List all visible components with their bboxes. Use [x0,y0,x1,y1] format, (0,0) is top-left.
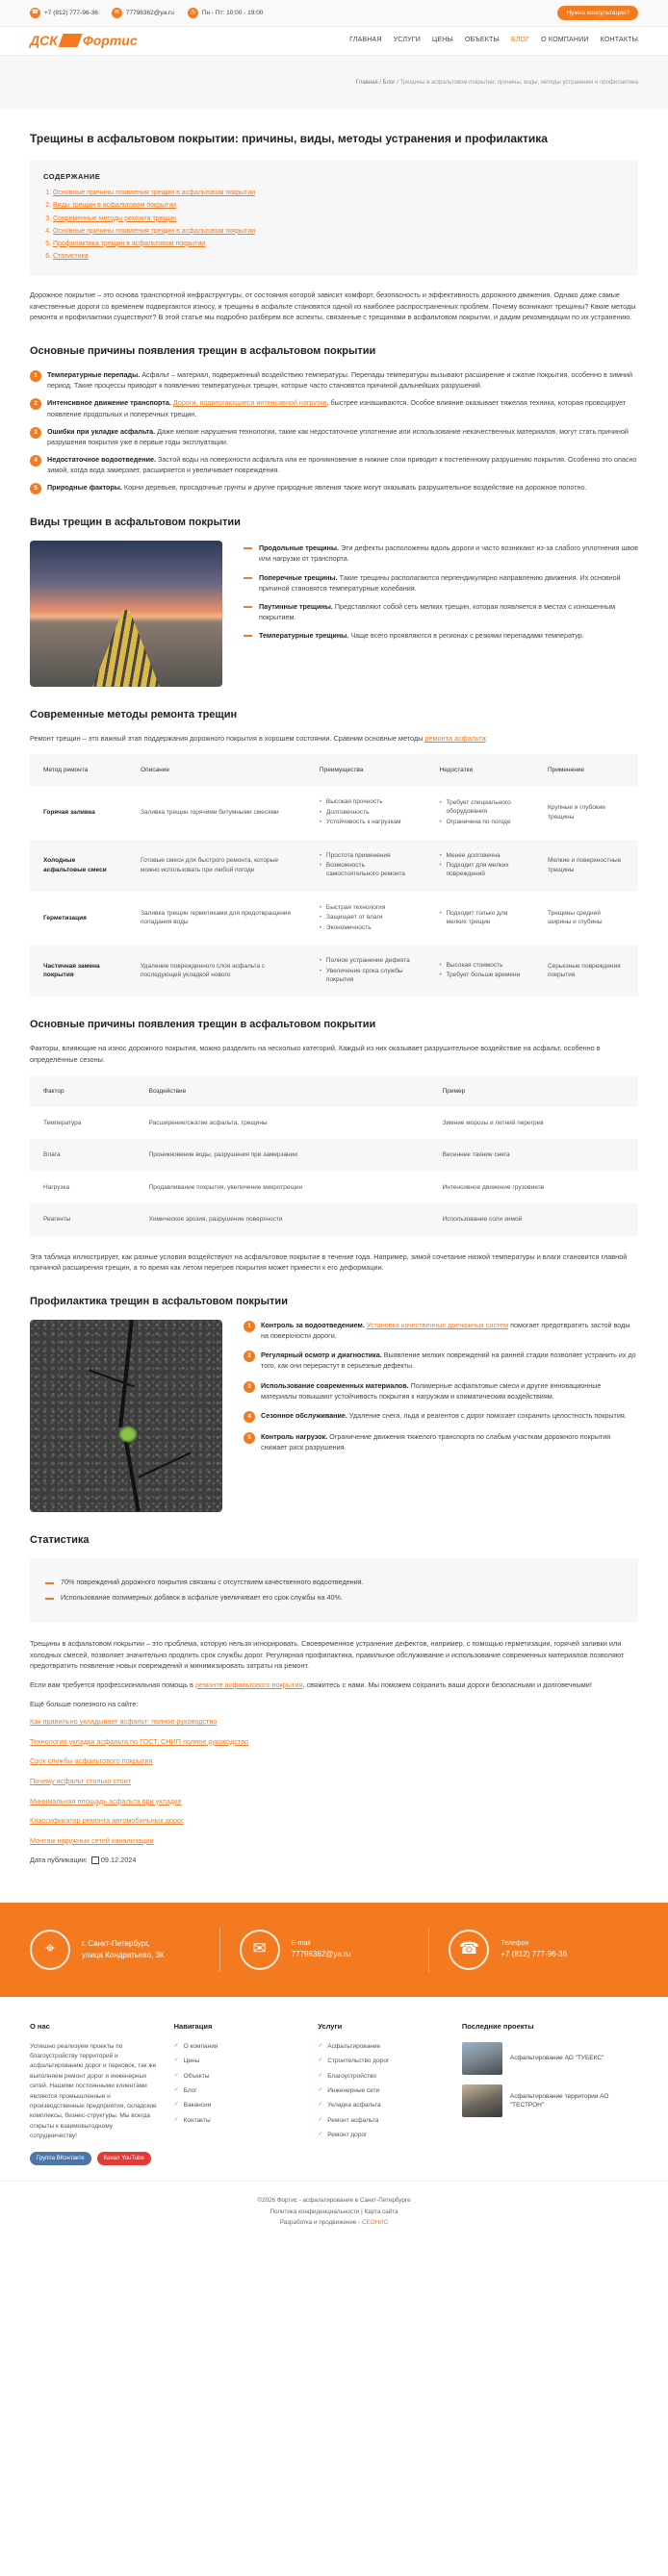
contact-address: ⌖ г. Санкт-Петербург, улица Кондратьево, 3К [30,1930,219,1970]
repair-table: Метод ремонта Описание Преимущества Недостатки Применение Горячая заливка Заливка трещин горячими битумными смесями • Высокая прочность • Долговечность • Устойчивость к нагрузкам • Требует специального оборудования • Ограничена по погоде Крупные и глубокие трещины Холодные асфальтовые смеси Готовые смеси для быстрого ремонта, которые можно использовать при любой погоде • Простота применения • Возможность самостоятельного ремонта • Менее долговечна • Подходит для мелких повреждений Мелкие и поверхностные трещины Герметизация Заливка трещин герметиками для предотвращения попадания воды • Быстрая технология • Защищает от влаги • Экономичность • Подходит только для мелких трещин Трещины средней ширины и глубины Частичная замена покрытия Удаление поврежденного слоя асфальта с последующей укладкой нового • Полное устранение дефекта • Увеличение срока службы покрытия • Высокая стоимость • Требует больше времени Серьезные повреждения покрытия [30,754,638,997]
list-item: 4 Недостаточное водоотведение. Застой воды на поверхности асфальта или ее проникновение в нижние слои приводит к постепенному разрушению покрытия. Особенно это опасно зимой, когда вода замерзает, расширяется и увеличивает повреждения. [30,454,638,475]
logo-mark-icon [58,34,82,47]
project-thumbnail [462,2042,502,2075]
list-item: Использование полимерных добавок в асфальте увеличивает его срок службы на 40%. [45,1593,623,1603]
heavy-load-link[interactable]: Дороги, подвергающиеся интенсивной нагрузке [172,398,327,408]
mail-icon: ✉ [240,1930,280,1970]
table-row: Частичная замена покрытия Удаление поврежденного слоя асфальта с последующей укладкой нового • Полное устранение дефекта • Увеличение срока службы покрытия • Высокая стоимость • Требует больше времени Серьезные повреждения покрытия [30,945,638,997]
footer-nav-item[interactable]: ✓ Объекты [174,2072,305,2081]
list-item: Паутинные трещины. Представляют собой сеть мелких трещин, которая появляется в местах с изношенным покрытием. [244,601,638,622]
toc-item[interactable]: 1. Основные причины появления трещин в асфальтовом покрытии [53,189,625,198]
contact-note: Если вам требуется профессиональная помощь в ремонте асфальтового покрытия, свяжитесь с нами. Мы поможем сохранить ваши дороги безопасными и долговечными! [30,1679,592,1689]
factors-table: Фактор Воздействие Пример Температура Расширение/сжатие асфальта, трещины Зимние морозы и летний перегрев Влага Проникновение воды, разрушения при замерзании Весеннее таяние снега Нагрузка Продавливание покрытия, увеличение микротрещин Интенсивное движение грузовиков Реагенты Химическое эрозия, разрушение поверхности Использование соли зимой [30,1075,638,1236]
list-item: 3 Использование современных материалов. Полимерные асфальтовые смеси и другие инновационные материалы повышают устойчивость покрытия к нагрузкам и климатическим воздействиям. [244,1380,638,1402]
related-link[interactable]: Как правильно укладывает асфальт: полное руководство [30,1717,218,1727]
copyright: ©2026 Фортис - асфальтирование в Санкт-Петербурге Политика конфиденциальности | Карта сайта Разработка и продвижение - СЕОНИС [0,2181,668,2243]
nav-contacts[interactable]: КОНТАКТЫ [600,37,638,44]
footer-service-item[interactable]: ✓ Ремонт дорог [318,2131,449,2139]
footer-services: Услуги ✓ Асфальтирование ✓ Строительство дорог ✓ Благоустройство ✓ Инженерные сети ✓ Укладка асфальта ✓ Ремонт асфальта ✓ Ремонт дорог [318,2022,449,2165]
drainage-link[interactable]: Установка качественных дренажных систем [366,1321,509,1330]
footer-nav-item[interactable]: ✓ О компании [174,2042,305,2051]
stats-heading: Статистика [30,1534,90,1547]
contacts-band [0,1903,668,1997]
contact-phone[interactable]: ☎ Телефон +7 (812) 777-96-36 [449,1930,638,1970]
footer-service-item[interactable]: ✓ Ремонт асфальта [318,2116,449,2125]
repair-heading: Современные методы ремонта трещин [30,709,238,721]
project-item[interactable]: Асфальтирование АО "ТУБЕКС" [462,2042,638,2075]
related-links [30,1717,638,1846]
footer-nav-item[interactable]: ✓ Блог [174,2086,305,2095]
related-link[interactable]: Почему асфальт столько стоит [30,1776,132,1785]
sprout-icon [118,1426,138,1443]
top-phone[interactable]: ☎ +7 (812) 777-96-36 [30,8,98,18]
toc-item[interactable]: 4. Основные причины появления трещин в асфальтовом покрытии [53,227,625,237]
repair-link[interactable]: ремонта асфальта [424,734,486,744]
logo[interactable]: ДСК Фортис [30,33,138,49]
list-item: 2 Регулярный осмотр и диагностика. Выявление мелких повреждений на ранней стадии позволяет устранить их до того, как они перерастут в серьезные дефекты. [244,1350,638,1371]
table-row: Влага Проникновение воды, разрушения при замерзании Весеннее таяние снега [30,1139,638,1171]
list-item: 3 Ошибки при укладке асфальта. Даже мелкие нарушения технологии, такие как недостаточное уплотнение или использование некачественных материалов, могут стать причиной разрушения покрытия уже в первые годы эксплуатации. [30,426,638,447]
phone-icon: ☎ [449,1930,489,1970]
footer-projects: Последние проекты Асфальтирование АО "ТУБЕКС" Асфальтирование территории АО "ТЕСТРОН" [462,2022,638,2165]
related-link[interactable]: Минимальная площадь асфальта при укладке [30,1796,182,1806]
prevent-list [244,1320,638,1452]
stats-block [30,1558,638,1623]
youtube-button[interactable]: Канал YouTube [97,2152,151,2166]
breadcrumb-blog[interactable]: Блог [382,79,396,86]
list-item: 4 Сезонное обслуживание. Удаление снега, льда и реагентов с дорог помогает сохранить целостность покрытия. [244,1410,638,1423]
prevent-heading: Профилактика трещин в асфальтовом покрытии [30,1296,288,1308]
main-nav [338,36,638,45]
footer-nav-item[interactable]: ✓ Вакансии [174,2101,305,2109]
developer-link[interactable]: СЕОНИС [361,2218,389,2226]
related-link[interactable]: Классификатор ремонта автомобильных дорог [30,1816,184,1826]
types-heading: Виды трещин в асфальтовом покрытии [30,517,241,529]
types-section [30,541,638,687]
nav-blog[interactable]: БЛОГ [510,37,530,44]
footer-service-item[interactable]: ✓ Укладка асфальта [318,2101,449,2109]
footer-nav-item[interactable]: ✓ Контакты [174,2116,305,2125]
article [0,131,668,1866]
related-link[interactable]: Технология укладки асфальта по ГОСТ, СНИП полное руководство [30,1736,249,1746]
footer-service-item[interactable]: ✓ Благоустройство [318,2072,449,2081]
calendar-icon [91,1856,99,1864]
more-title: Ещё больше полезного на сайте: [30,1699,139,1708]
nav-about[interactable]: О КОМПАНИИ [541,37,589,44]
footer-service-item[interactable]: ✓ Строительство дорог [318,2057,449,2065]
road-sunset-image [30,541,222,687]
footer-nav-item[interactable]: ✓ Цены [174,2057,305,2065]
factors-heading: Основные причины появления трещин в асфальтовом покрытии [30,1019,376,1031]
project-thumbnail [462,2084,502,2117]
conclusion-text: Трещины в асфальтовом покрытии – это проблема, которую нельзя игнорировать. Своевременное устранение дефектов, например, с помощью герметизации, горячей заливки или холодных смесей, позволяет значительно продлить срок службы дорог. Регулярная профилактика, правильное обслуживание и использование современных материалов позволяют предотвратить появление новых повреждений и минимизировать затраты на ремонт. [30,1638,625,1671]
causes-heading: Основные причины появления трещин в асфальтовом покрытии [30,345,376,358]
map-pin-icon: ⌖ [30,1930,70,1970]
table-row: Нагрузка Продавливание покрытия, увеличение микротрещин Интенсивное движение грузовиков [43,1183,545,1191]
consultation-button[interactable]: Нужна консультация? [557,6,638,20]
publish-date: Дата публикации: 09.12.2024 [30,1856,137,1865]
top-bar [0,0,668,27]
toc-item[interactable]: 5. Профилактика трещин в асфальтовом покрытии [53,240,625,249]
repair-intro: Ремонт трещин – это важный этап поддержания дорожного покрытия в хорошем состоянии. Сравним основные методы ремонта асфальта: [30,734,488,744]
nav-services[interactable]: УСЛУГИ [393,37,422,44]
breadcrumb: Главная / Блог / Трещины в асфальтовом покрытии: причины, виды, методы устранения и профилактика [0,56,668,110]
table-row: Холодные асфальтовые смеси Готовые смеси для быстрого ремонта, которые можно использовать при любой погоде • Простота применения • Возможность самостоятельного ремонта • Менее долговечна • Подходит для мелких повреждений Мелкие и поверхностные трещины [30,840,638,892]
intro-text: Дорожное покрытие – это основа транспортной инфраструктуры, от состояния которой зависит комфорт, безопасность и эффективность дорожного движения. Однако даже самые качественные дороги со временем подвергаются износу, и трещины в асфальте становятся одной из наиболее распространенных проблем. Почему возникают трещины? Какие методы ремонта и профилактики существуют? В этой статье мы подробно разберем все аспекты, связанные с трещинами в асфальтовом покрытии, и дадим рекомендации по их устранению. [30,290,636,322]
related-link[interactable]: Срок службы асфальтового покрытия [30,1756,153,1766]
list-item: 1 Контроль за водоотведением. Установка качественных дренажных систем помогает предотвратить застой воды на поверхности дороги. [244,1320,638,1341]
toc-item[interactable]: 2. Виды трещин в асфальтовом покрытии [53,201,625,211]
asphalt-repair-link[interactable]: ремонте асфальтового покрытия [194,1679,303,1689]
table-row: Горячая заливка Заливка трещин горячими битумными смесями • Высокая прочность • Долговечность • Устойчивость к нагрузкам • Требует специального оборудования • Ограничена по погоде Крупные и глубокие трещины [30,786,638,839]
factors-note: Эта таблица иллюстрирует, как разные условия воздействуют на асфальтовое покрытие в течение года. Например, зимой сочетание низкой температуры и влаги становится главной причиной расширения трещин, а то время как летом перегрев покрытия может привести к его деформации. [30,1251,628,1273]
top-hours: ◷ Пн - Пт: 10:00 - 19:00 [188,8,264,18]
causes-list [30,369,638,494]
related-link[interactable]: Монтаж наружных сетей канализации [30,1835,154,1845]
toc-item[interactable]: 6. Статистика [53,252,625,262]
footer-nav: Навигация ✓ О компании ✓ Цены ✓ Объекты ✓ Блог ✓ Вакансии ✓ Контакты [174,2022,305,2165]
nav-objects[interactable]: ОБЪЕКТЫ [464,37,500,44]
list-item: 70% повреждений дорожного покрытия связаны с отсутствием качественного водоотведения. [45,1578,623,1587]
list-item: 1 Температурные перепады. Асфальт – материал, подверженный воздействию температуры. Перепады температуры вызывают расширение и сжатие покрытия, особенно в зимний период. Такие процессы приводят к появлению температурных трещин, которые часто становятся причиной дальнейших разрушений. [30,369,638,391]
header [0,27,668,56]
table-row: Реагенты Химическое эрозия, разрушение поверхности Использование соли зимой [30,1203,638,1235]
list-item: 5 Контроль нагрузок. Ограничение движения тяжелого транспорта по слабым участкам дорожного покрытия снижает риск разрушения. [244,1431,638,1452]
footer-about: О нас Успешно реализуем проекты по благоустройству территорий и асфальтированию дорог и парковок, так же выполняем ремонт дорог и инженерных сетей. Нашими постоянными клиентами являются промышленные и производственные предприятия, складские комплексы, бизнес-структуры. Мы всегда открыты к взаимовыгодному сотрудничеству! Группа ВКонтакте Канал YouTube [30,2022,161,2165]
top-email[interactable]: ✉ 77796362@ya.ru [112,8,174,18]
table-of-contents [30,161,638,276]
mail-icon: ✉ [112,8,122,18]
vk-button[interactable]: Группа ВКонтакте [30,2152,91,2166]
factors-intro: Факторы, влияющие на износ дорожного покрытия, можно разделить на несколько категорий. Каждый из них оказывает разрушительное воздействие на асфальт, особенно в определённые сезоны. [30,1044,601,1064]
nav-home[interactable]: ГЛАВНАЯ [349,37,382,44]
breadcrumb-current: Трещины в асфальтовом покрытии: причины, виды, методы устранения и профилактика [399,79,638,86]
breadcrumb-home[interactable]: Главная [355,79,378,86]
list-item: Продольные трещины. Эти дефекты расположены вдоль дороги и часто возникают из-за слабого уплотнения швов или нагрузки от транспорта. [244,543,638,564]
cracked-asphalt-image [30,1320,222,1512]
prevent-section [30,1320,638,1512]
table-row: Температура Расширение/сжатие асфальта, трещины Зимние морозы и летний перегрев [43,1120,544,1127]
list-item: Температурные трещины. Чаще всего проявляются в регионах с резкими перепадами температур. [244,630,638,641]
toc-item[interactable]: 3. Современные методы ремонта трещин [53,215,625,224]
nav-prices[interactable]: ЦЕНЫ [432,37,453,44]
clock-icon: ◷ [188,8,198,18]
footer-service-item[interactable]: ✓ Асфальтирование [318,2042,449,2051]
list-item: 2 Интенсивное движение транспорта. Дороги, подвергающиеся интенсивной нагрузке, быстрее изнашиваются. Особое влияние оказывает тяжелая техника, которая провоцирует появление продольных и поперечных трещин. [30,397,638,418]
contact-email[interactable]: ✉ E-mail 77796362@ya.ru [240,1930,429,1970]
table-row: Герметизация Заливка трещин герметиками для предотвращения попадания воды • Быстрая технология • Защищает от влаги • Экономичность • Подходит только для мелких трещин Трещины средней ширины и глубины [30,892,638,945]
list-item: Поперечные трещины. Такие трещины располагаются перпендикулярно направлению движения. Их основной причиной становятся температурные колебания. [244,572,638,593]
footer [0,1997,668,2181]
policy-links[interactable]: Политика конфиденциальности | Карта сайта [270,2208,398,2215]
types-list [244,541,638,687]
toc-title: СОДЕРЖАНИЕ [43,172,101,182]
list-item: 5 Природные факторы. Корни деревьев, просадочные грунты и другие природные явления также могут оказывать разрушительное воздействие на дорожное полотно. [30,482,638,494]
footer-service-item[interactable]: ✓ Инженерные сети [318,2086,449,2095]
phone-icon: ☎ [30,8,40,18]
project-item[interactable]: Асфальтирование территории АО "ТЕСТРОН" [462,2084,638,2117]
page-title: Трещины в асфальтовом покрытии: причины, виды, методы устранения и профилактика [30,132,548,145]
